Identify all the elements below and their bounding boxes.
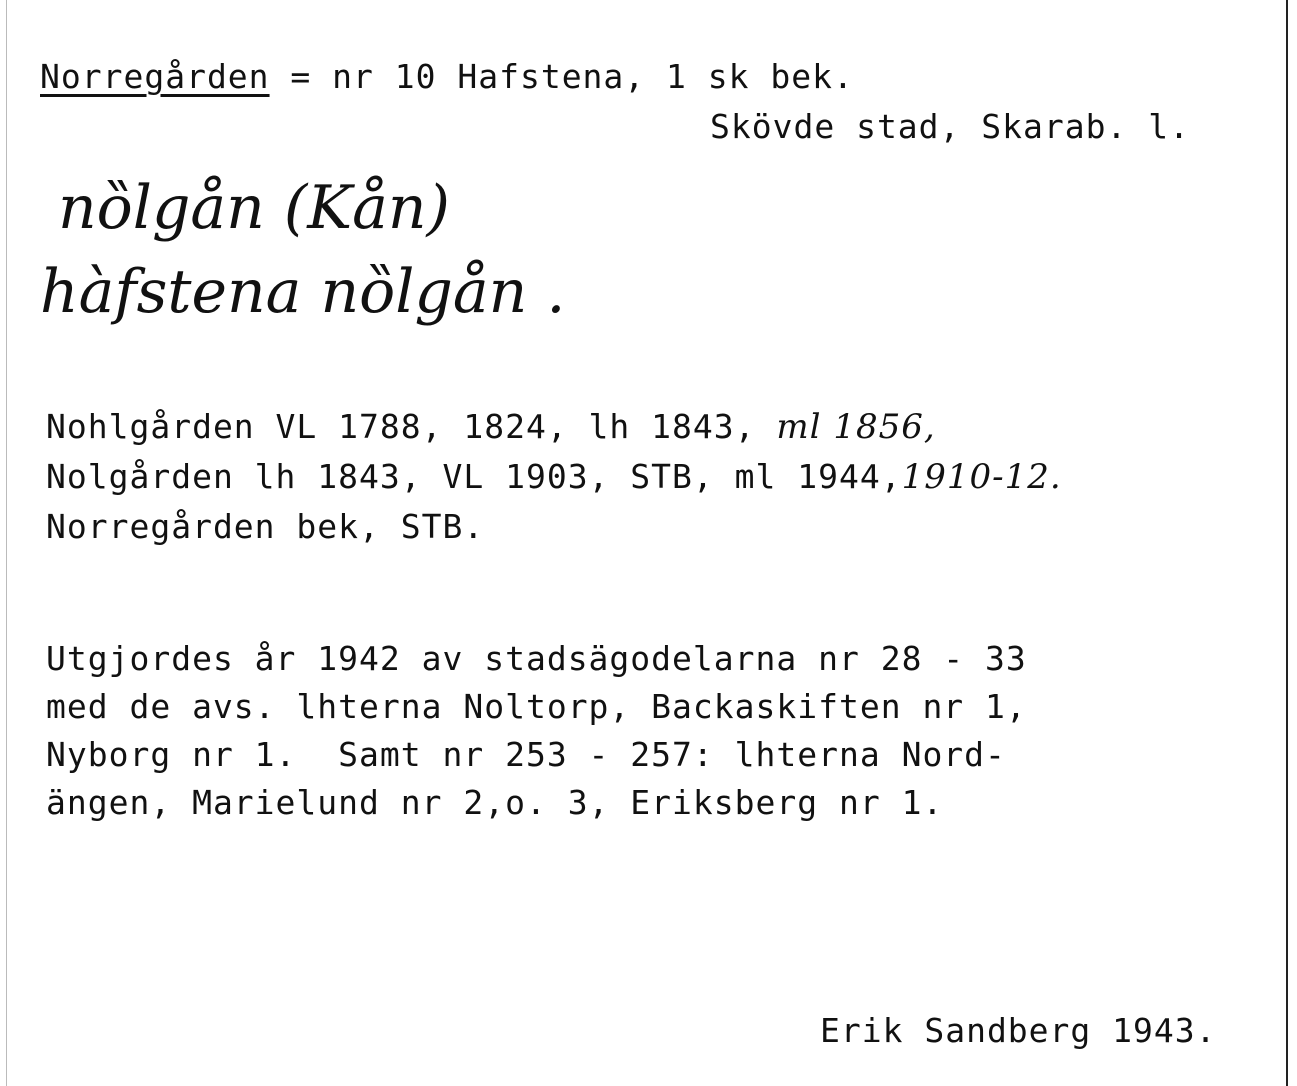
header-location: Skövde stad, Skarab. l. (710, 107, 1190, 146)
pronunciation-line-2: hàfstena nȍlgån . (40, 257, 566, 327)
record-line-2-typed: Nolgården lh 1843, VL 1903, STB, ml 1944, (46, 457, 902, 496)
card-right-edge (1286, 0, 1288, 1086)
signature: Erik Sandberg 1943. (820, 1011, 1217, 1050)
header-line (40, 57, 854, 96)
note-line-1: Utgjordes år 1942 av stadsägodelarna nr 28 - 33 (46, 639, 1027, 678)
note-line-3: Nyborg nr 1. Samt nr 253 - 257: lhterna Nord- (46, 735, 1006, 774)
record-line-2 (46, 457, 1062, 497)
record-line-2-handwritten: 1910-12. (901, 457, 1062, 497)
note-line-4: ängen, Marielund nr 2,o. 3, Eriksberg nr 1. (46, 783, 944, 822)
record-line-1 (46, 407, 936, 447)
note-line-2: med de avs. lhterna Noltorp, Backaskiften nr 1, (46, 687, 1027, 726)
card-left-edge (6, 0, 7, 1086)
pronunciation-line-1: nȍlgån (Kån) (58, 173, 450, 243)
record-line-3: Norregården bek, STB. (46, 507, 485, 546)
header-description: = nr 10 Hafstena, 1 sk bek. (269, 57, 854, 96)
record-line-1-handwritten: ml 1856, (776, 407, 936, 447)
place-name: Norregården (40, 57, 270, 96)
record-line-1-typed: Nohlgården VL 1788, 1824, lh 1843, (46, 407, 756, 446)
